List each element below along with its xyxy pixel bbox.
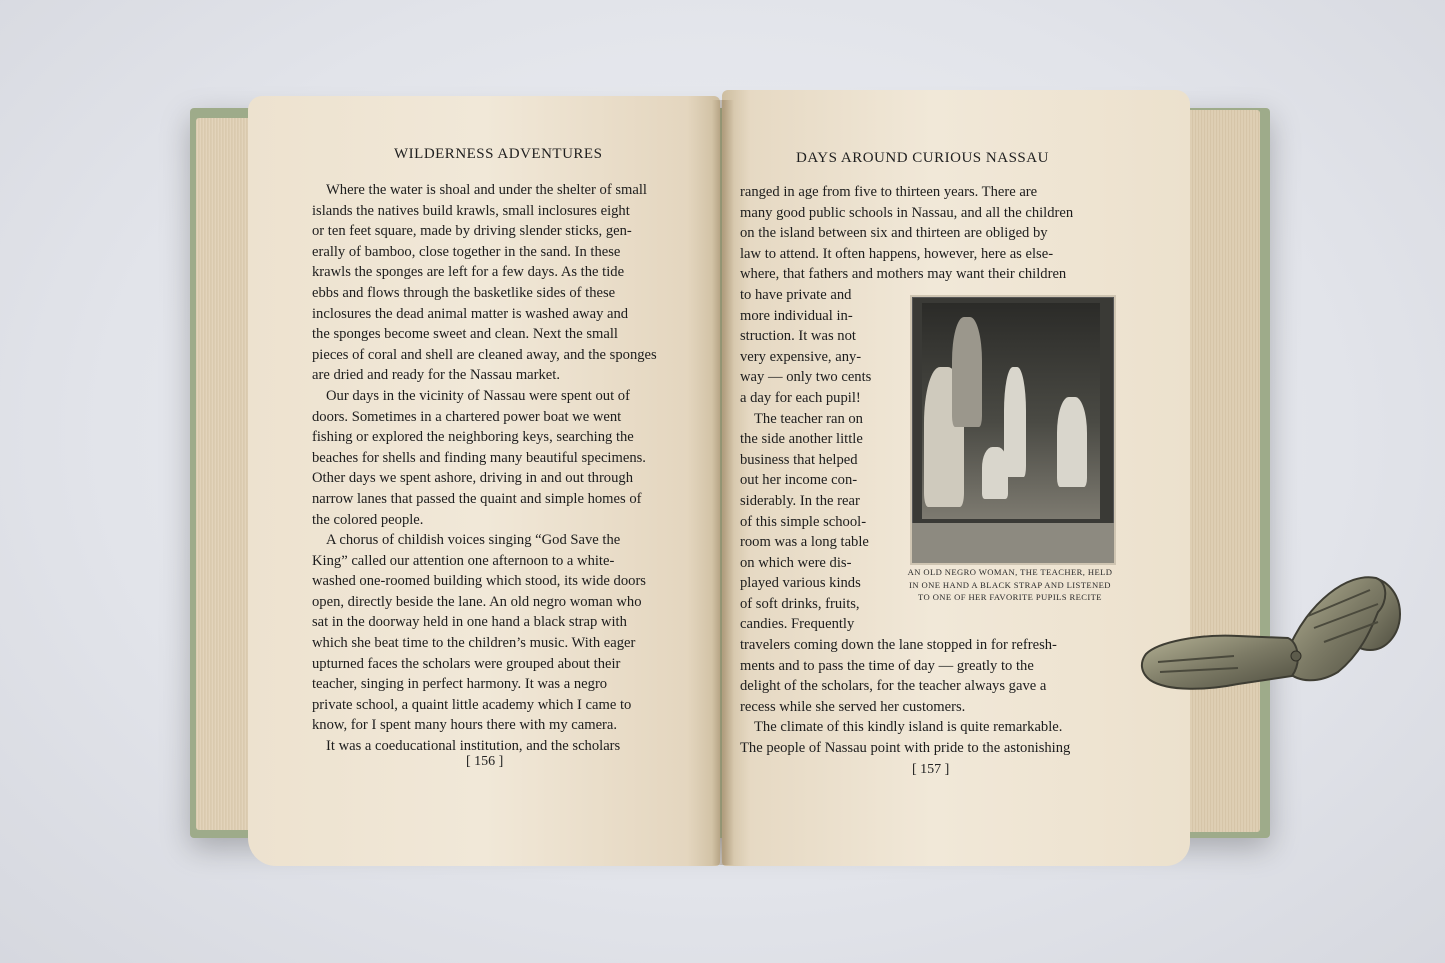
text-line: travelers coming down the lane stopped in for refresh- — [740, 637, 1057, 654]
text-line: beaches for shells and finding many beautiful specimens. — [312, 449, 646, 466]
text-line: way — only two cents — [740, 369, 872, 386]
photo-figure-child — [982, 447, 1008, 499]
hand-shaped-brass-clip-icon — [1138, 572, 1406, 712]
text-line: delight of the scholars, for the teacher always gave a — [740, 678, 1047, 695]
text-line: King” called our attention one afternoon to a white- — [312, 552, 615, 569]
left-running-head: WILDERNESS ADVENTURES — [394, 146, 603, 162]
text-line: business that helped — [740, 451, 858, 468]
text-line: A chorus of childish voices singing “God Save the — [326, 532, 621, 549]
text-line: candies. Frequently — [740, 616, 855, 633]
text-line: the colored people. — [312, 511, 424, 528]
photo-caption: AN OLD NEGRO WOMAN, THE TEACHER, HELD IN ONE HAND A BLACK STRAP AND LISTENED TO ONE OF HER FAVORITE PUPILS RECITE — [907, 567, 1113, 603]
text-line: which she beat time to the children’s music. With eager — [312, 635, 636, 652]
text-line: upturned faces the scholars were grouped about their — [312, 655, 621, 672]
text-line: sat in the doorway held in one hand a black strap with — [312, 614, 627, 631]
left-page — [248, 96, 720, 866]
text-line: narrow lanes that passed the quaint and simple homes of — [312, 490, 642, 507]
text-line: It was a coeducational institution, and the scholars — [326, 738, 621, 755]
text-line: are dried and ready for the Nassau market. — [312, 367, 560, 384]
text-line: washed one-roomed building which stood, its wide doors — [312, 573, 646, 590]
text-line: ranged in age from five to thirteen years. There are — [740, 184, 1038, 200]
text-line: where, that fathers and mothers may want their children — [740, 266, 1067, 283]
text-line: very expensive, any- — [740, 348, 862, 365]
text-line: the sponges become sweet and clean. Next the small — [312, 326, 618, 343]
book-gutter — [712, 100, 734, 865]
text-line: struction. It was not — [740, 328, 856, 345]
text-line: know, for I spent many hours there with my camera. — [312, 717, 618, 734]
text-line: ebbs and flows through the basketlike sides of these — [312, 284, 616, 301]
text-line: more individual in- — [740, 307, 853, 324]
right-running-head: DAYS AROUND CURIOUS NASSAU — [796, 150, 1049, 166]
text-line: law to attend. It often happens, however, here as else- — [740, 245, 1054, 262]
text-line: Other days we spent ashore, driving in and out through — [312, 470, 633, 487]
text-line: many good public schools in Nassau, and all the children — [740, 204, 1074, 221]
text-line: on which were dis- — [740, 554, 852, 571]
text-line: doors. Sometimes in a chartered power boat we went — [312, 408, 622, 425]
page-edges-right — [1185, 110, 1260, 832]
text-line: The people of Nassau point with pride to the astonishing — [740, 740, 1071, 757]
text-line: open, directly beside the lane. An old negro woman who — [312, 593, 642, 610]
text-line: teacher, singing in perfect harmony. It was a negro — [312, 676, 608, 693]
text-line: Where the water is shoal and under the shelter of small — [326, 182, 647, 198]
text-line: out her income con- — [740, 472, 858, 489]
text-line: of this simple school- — [740, 513, 867, 530]
text-line: The teacher ran on — [754, 410, 863, 427]
right-page-number: [ 157 ] — [912, 762, 950, 777]
left-page-number: [ 156 ] — [466, 754, 504, 769]
photo-figure-child — [1057, 397, 1087, 487]
text-line: played various kinds — [740, 575, 861, 592]
text-line: fishing or explored the neighboring keys, searching the — [312, 429, 634, 446]
text-line: of soft drinks, fruits, — [740, 595, 860, 612]
text-line: the side another little — [740, 431, 863, 448]
text-line: inclosures the dead animal matter is washed away and — [312, 305, 629, 322]
text-line: to have private and — [740, 286, 852, 303]
text-line: pieces of coral and shell are cleaned away, and the sponges — [312, 346, 657, 363]
text-line: siderably. In the rear — [740, 492, 860, 509]
text-line: room was a long table — [740, 534, 869, 551]
photo-steps — [912, 523, 1114, 563]
text-line: private school, a quaint little academy which I came to — [312, 696, 632, 713]
left-body-text — [312, 180, 692, 757]
text-line: Our days in the vicinity of Nassau were spent out of — [326, 387, 630, 404]
text-line: ments and to pass the time of day — greatly to the — [740, 657, 1034, 674]
text-line: or ten feet square, made by driving slender sticks, gen- — [312, 223, 632, 240]
right-page — [722, 90, 1190, 866]
text-line: a day for each pupil! — [740, 389, 861, 406]
text-line: on the island between six and thirteen are obliged by — [740, 225, 1048, 242]
photo-figure-child — [952, 317, 982, 427]
school-photograph — [910, 295, 1116, 565]
text-line: erally of bamboo, close together in the sand. In these — [312, 243, 621, 260]
text-line: The climate of this kindly island is quite remarkable. — [754, 719, 1063, 736]
text-line: krawls the sponges are left for a few days. As the tide — [312, 264, 625, 281]
text-line: islands the natives build krawls, small inclosures eight — [312, 202, 630, 219]
text-line: recess while she served her customers. — [740, 698, 966, 715]
